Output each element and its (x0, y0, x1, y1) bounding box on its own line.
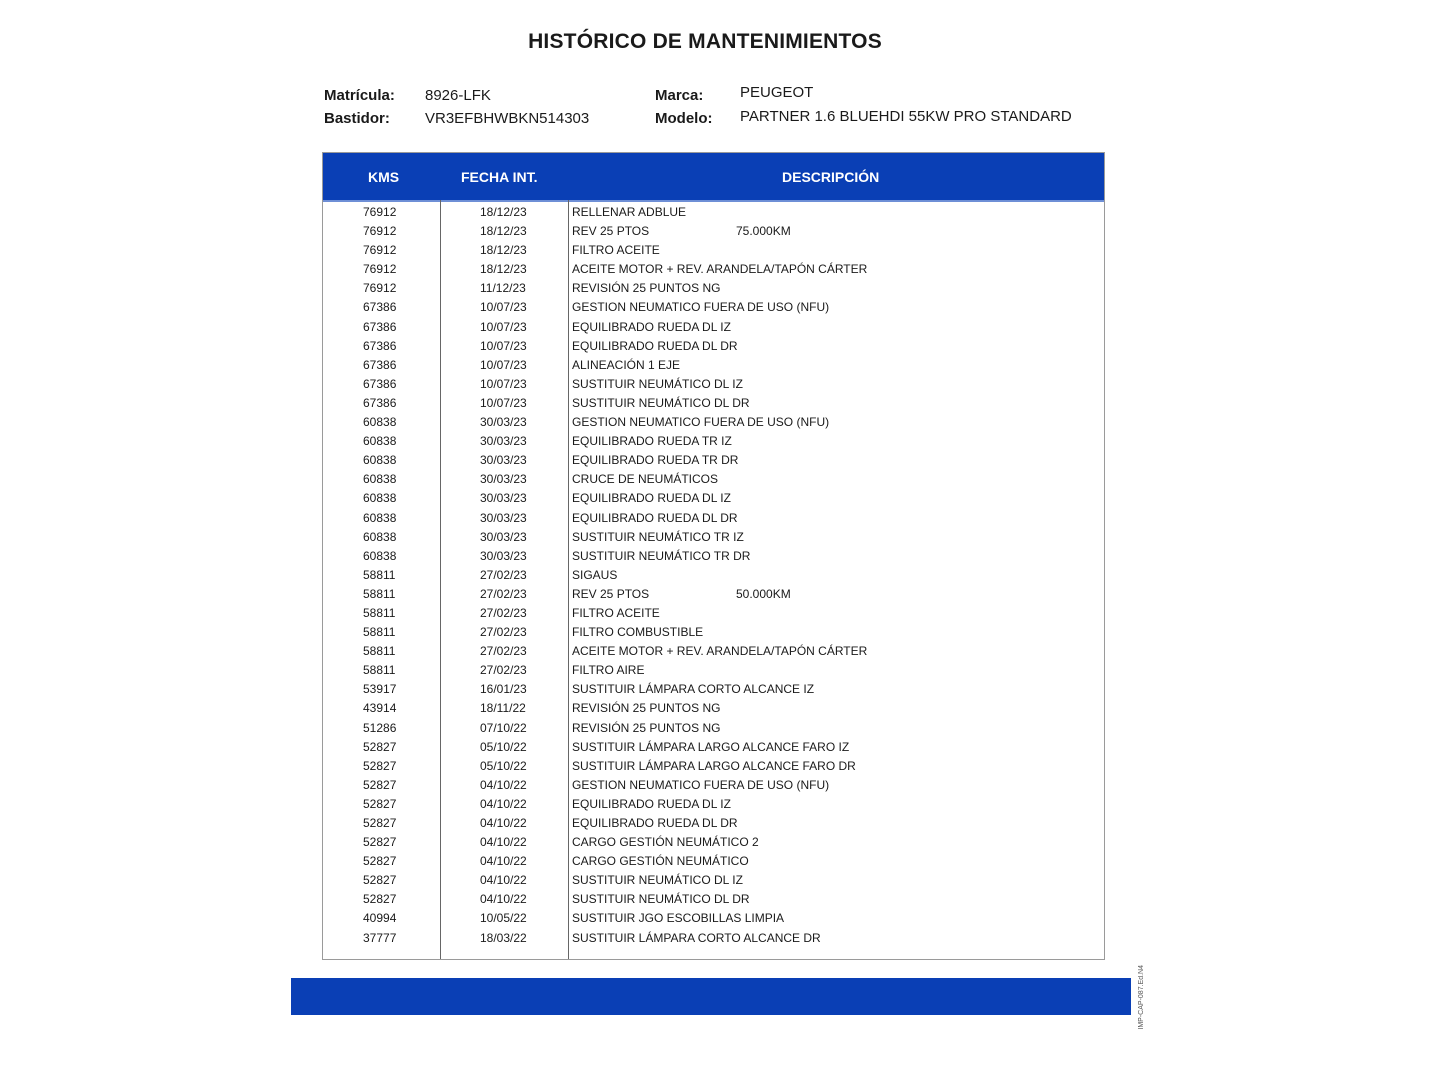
cell-fecha: 27/02/23 (480, 644, 527, 659)
cell-descripcion: SUSTITUIR NEUMÁTICO DL IZ (572, 376, 743, 391)
cell-kms: 58811 (363, 567, 396, 582)
table-row (323, 623, 1104, 642)
matricula-label: Matrícula: (324, 87, 395, 104)
cell-fecha: 18/12/23 (480, 224, 527, 239)
table-row (323, 585, 1104, 604)
bastidor-value: VR3EFBHWBKN514303 (425, 110, 590, 127)
cell-fecha: 30/03/23 (480, 548, 527, 563)
table-row (323, 795, 1104, 814)
cell-fecha: 30/03/23 (480, 453, 527, 468)
bastidor-label: Bastidor: (324, 110, 390, 127)
cell-kms: 52827 (363, 758, 397, 773)
modelo-value: PARTNER 1.6 BLUEHDI 55KW PRO STANDARD (740, 108, 1072, 125)
table-row (323, 509, 1104, 528)
table-row (323, 680, 1104, 699)
cell-kms: 60838 (363, 434, 397, 449)
header-fecha: FECHA INT. (461, 169, 538, 185)
cell-kms: 58811 (363, 663, 396, 678)
cell-kms: 52827 (363, 739, 397, 754)
cell-descripcion: REVISIÓN 25 PUNTOS NG (572, 720, 721, 735)
cell-kms: 58811 (363, 625, 396, 640)
cell-kms: 60838 (363, 415, 397, 430)
cell-descripcion: RELLENAR ADBLUE (572, 205, 687, 219)
cell-descripcion: EQUILIBRADO RUEDA TR IZ (572, 434, 732, 449)
table-row (323, 356, 1104, 375)
cell-descripcion: EQUILIBRADO RUEDA DL DR (572, 816, 738, 830)
cell-descripcion: EQUILIBRADO RUEDA DL DR (572, 338, 738, 353)
cell-fecha: 18/11/22 (480, 701, 526, 716)
cell-descripcion: FILTRO AIRE (572, 663, 645, 678)
table-row (323, 470, 1104, 489)
cell-kms: 52827 (363, 873, 397, 888)
table-row (323, 871, 1104, 890)
cell-descripcion: GESTION NEUMATICO FUERA DE USO (NFU) (572, 777, 830, 792)
table-row (323, 604, 1104, 623)
cell-descripcion: EQUILIBRADO RUEDA DL IZ (572, 796, 731, 811)
cell-descripcion: SUSTITUIR NEUMÁTICO DL IZ (572, 873, 743, 888)
cell-fecha: 04/10/22 (480, 835, 527, 850)
table-row (323, 929, 1104, 948)
cell-descripcion: CARGO GESTIÓN NEUMÁTICO 2 (572, 835, 759, 850)
cell-fecha: 05/10/22 (480, 739, 527, 754)
header-kms: KMS (368, 169, 400, 185)
table-row (323, 814, 1104, 833)
cell-kms: 67386 (363, 376, 397, 391)
cell-fecha: 27/02/23 (480, 567, 527, 582)
cell-descripcion: SUSTITUIR LÁMPARA CORTO ALCANCE DR (572, 930, 821, 945)
cell-kms: 60838 (363, 510, 397, 525)
cell-descripcion: ACEITE MOTOR + REV. ARANDELA/TAPÓN CÁRTER (572, 262, 868, 277)
table-row (323, 566, 1104, 585)
table-row (323, 757, 1104, 776)
cell-descripcion: FILTRO ACEITE (572, 243, 660, 258)
cell-extra: 75.000KM (736, 224, 791, 239)
table-row (323, 738, 1104, 757)
cell-kms: 58811 (363, 644, 396, 659)
table-row (323, 890, 1104, 909)
cell-fecha: 18/12/23 (480, 262, 527, 277)
cell-descripcion: SUSTITUIR JGO ESCOBILLAS LIMPIA (572, 911, 785, 926)
cell-descripcion: SUSTITUIR LÁMPARA CORTO ALCANCE IZ (572, 682, 815, 697)
cell-descripcion: GESTION NEUMATICO FUERA DE USO (NFU) (572, 300, 830, 315)
table-row (323, 528, 1104, 547)
cell-descripcion: GESTION NEUMATICO FUERA DE USO (NFU) (572, 415, 830, 430)
cell-kms: 76912 (363, 224, 397, 239)
cell-kms: 37777 (363, 930, 397, 945)
cell-fecha: 10/07/23 (480, 319, 527, 334)
page-title: HISTÓRICO DE MANTENIMIENTOS (528, 30, 882, 53)
cell-descripcion: REVISIÓN 25 PUNTOS NG (572, 281, 721, 296)
table-row (323, 203, 1104, 222)
table-row (323, 413, 1104, 432)
cell-extra: 50.000KM (736, 586, 791, 601)
matricula-value: 8926-LFK (425, 87, 491, 104)
cell-fecha: 18/12/23 (480, 243, 527, 258)
cell-kms: 76912 (363, 243, 397, 258)
table-row (323, 375, 1104, 394)
cell-fecha: 10/07/23 (480, 300, 527, 315)
cell-kms: 67386 (363, 319, 397, 334)
table-row (323, 833, 1104, 852)
cell-kms: 67386 (363, 395, 397, 410)
cell-kms: 76912 (363, 262, 397, 277)
cell-fecha: 16/01/23 (480, 682, 527, 697)
cell-fecha: 04/10/22 (480, 854, 527, 869)
cell-fecha: 04/10/22 (480, 816, 527, 830)
cell-descripcion: REV 25 PTOS (572, 224, 650, 239)
cell-descripcion: ACEITE MOTOR + REV. ARANDELA/TAPÓN CÁRTER (572, 644, 868, 659)
cell-descripcion: SUSTITUIR LÁMPARA LARGO ALCANCE FARO IZ (572, 739, 850, 754)
cell-kms: 60838 (363, 472, 397, 487)
cell-descripcion: EQUILIBRADO RUEDA DL IZ (572, 491, 731, 506)
cell-fecha: 27/02/23 (480, 663, 527, 678)
cell-kms: 52827 (363, 835, 397, 850)
cell-kms: 52827 (363, 796, 397, 811)
table-row (323, 241, 1104, 260)
cell-fecha: 04/10/22 (480, 796, 527, 811)
cell-fecha: 27/02/23 (480, 586, 527, 601)
cell-kms: 67386 (363, 300, 397, 315)
cell-fecha: 04/10/22 (480, 873, 527, 888)
table-row (323, 699, 1104, 718)
cell-kms: 51286 (363, 720, 397, 735)
table-header (323, 153, 1104, 202)
table-row (323, 909, 1104, 928)
cell-descripcion: SUSTITUIR NEUMÁTICO TR IZ (572, 529, 744, 544)
cell-kms: 60838 (363, 529, 397, 544)
cell-fecha: 11/12/23 (480, 281, 526, 296)
cell-fecha: 04/10/22 (480, 892, 527, 907)
cell-kms: 52827 (363, 892, 397, 907)
cell-kms: 58811 (363, 605, 396, 620)
cell-descripcion: SUSTITUIR NEUMÁTICO DL DR (572, 395, 750, 410)
cell-fecha: 27/02/23 (480, 625, 527, 640)
cell-kms: 76912 (363, 281, 397, 296)
table-row (323, 489, 1104, 508)
table-row (323, 279, 1104, 298)
cell-descripcion: ALINEACIÓN 1 EJE (572, 357, 681, 372)
cell-kms: 58811 (363, 586, 396, 601)
table-row (323, 852, 1104, 871)
table-row (323, 222, 1104, 241)
cell-fecha: 30/03/23 (480, 529, 527, 544)
cell-fecha: 10/07/23 (480, 338, 527, 353)
cell-descripcion: FILTRO ACEITE (572, 605, 660, 620)
document-code: IMP-CAP-087.Ed.N4 (1138, 965, 1145, 1030)
table-row (323, 394, 1104, 413)
cell-fecha: 10/07/23 (480, 357, 527, 372)
table-row (323, 451, 1104, 470)
cell-fecha: 04/10/22 (480, 777, 527, 792)
table-row (323, 547, 1104, 566)
cell-fecha: 10/07/23 (480, 376, 527, 391)
cell-fecha: 18/03/22 (480, 930, 527, 945)
header-descripcion: DESCRIPCIÓN (782, 169, 880, 185)
table-row (323, 318, 1104, 337)
cell-descripcion: FILTRO COMBUSTIBLE (572, 625, 704, 640)
cell-kms: 76912 (363, 205, 397, 219)
cell-descripcion: SIGAUS (572, 567, 618, 582)
cell-fecha: 30/03/23 (480, 472, 527, 487)
marca-value: PEUGEOT (740, 84, 814, 101)
cell-kms: 60838 (363, 453, 397, 468)
cell-fecha: 18/12/23 (480, 205, 527, 219)
table-row (323, 642, 1104, 661)
cell-descripcion: REVISIÓN 25 PUNTOS NG (572, 701, 721, 716)
table-row (323, 298, 1104, 317)
cell-descripcion: SUSTITUIR NEUMÁTICO DL DR (572, 892, 750, 907)
cell-kms: 60838 (363, 548, 397, 563)
cell-descripcion: CARGO GESTIÓN NEUMÁTICO (572, 854, 749, 869)
cell-descripcion: SUSTITUIR NEUMÁTICO TR DR (572, 548, 751, 563)
cell-descripcion: SUSTITUIR LÁMPARA LARGO ALCANCE FARO DR (572, 758, 856, 773)
cell-fecha: 10/07/23 (480, 395, 527, 410)
cell-kms: 53917 (363, 682, 397, 697)
cell-fecha: 30/03/23 (480, 415, 527, 430)
cell-descripcion: REV 25 PTOS (572, 586, 650, 601)
table-row (323, 719, 1104, 738)
cell-kms: 43914 (363, 701, 397, 716)
cell-descripcion: EQUILIBRADO RUEDA DL DR (572, 510, 738, 525)
footer-bar (291, 978, 1131, 1015)
table-row (323, 776, 1104, 795)
table-body (323, 203, 1104, 948)
table-row (323, 337, 1104, 356)
cell-fecha: 30/03/23 (480, 434, 527, 449)
cell-kms: 52827 (363, 777, 397, 792)
cell-fecha: 10/05/22 (480, 911, 527, 926)
maintenance-table (322, 152, 1105, 960)
cell-kms: 67386 (363, 338, 397, 353)
cell-kms: 60838 (363, 491, 397, 506)
cell-kms: 52827 (363, 816, 397, 830)
cell-fecha: 30/03/23 (480, 491, 527, 506)
cell-fecha: 05/10/22 (480, 758, 527, 773)
table-row (323, 432, 1104, 451)
cell-descripcion: EQUILIBRADO RUEDA TR DR (572, 453, 739, 468)
cell-kms: 67386 (363, 357, 397, 372)
cell-kms: 52827 (363, 854, 397, 869)
cell-fecha: 27/02/23 (480, 605, 527, 620)
table-row (323, 661, 1104, 680)
cell-descripcion: EQUILIBRADO RUEDA DL IZ (572, 319, 731, 334)
cell-fecha: 30/03/23 (480, 510, 527, 525)
table-row (323, 260, 1104, 279)
cell-descripcion: CRUCE DE NEUMÁTICOS (572, 472, 719, 487)
marca-label: Marca: (655, 87, 704, 104)
cell-fecha: 07/10/22 (480, 720, 527, 735)
cell-kms: 40994 (363, 911, 397, 926)
modelo-label: Modelo: (655, 110, 713, 127)
